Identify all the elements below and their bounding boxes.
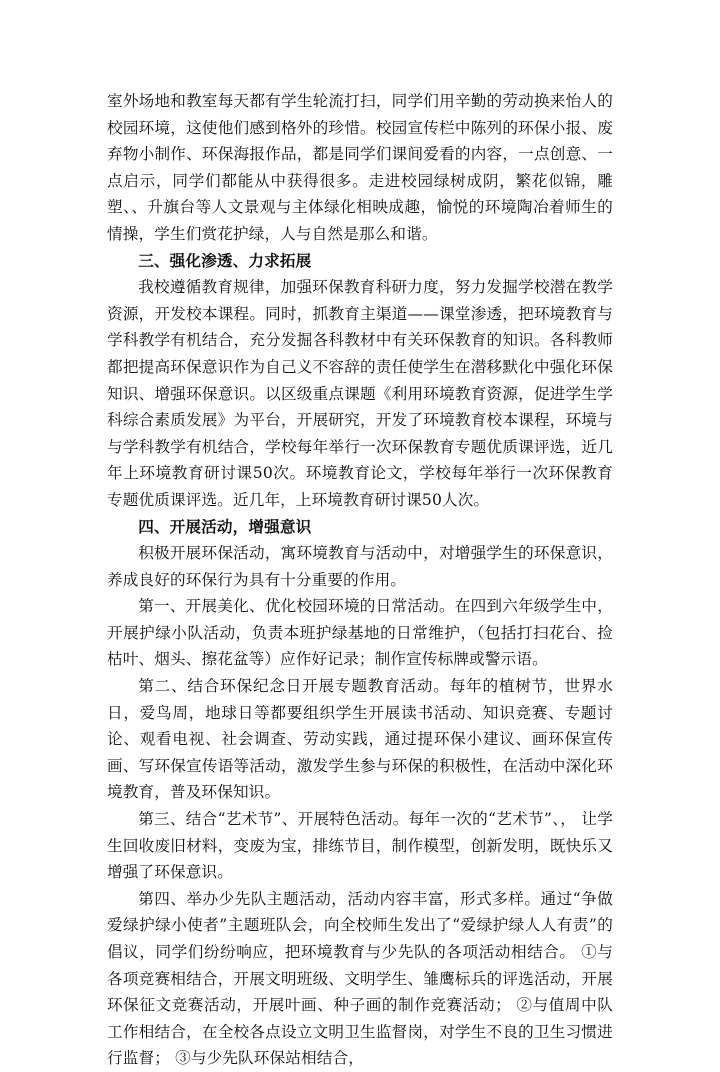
- section-heading: 三、强化渗透、力求拓展: [138, 250, 312, 270]
- body-paragraph: 我校遵循教育规律，加强环保教育科研力度，努力发掘学校潜在教学资源，开发校本课程。同时，抓教育主渠道——课堂渗透，把环境教育与学科教学有机结合，充分发掘各科教材中有关环保教育的知识。各科教师都把提高环保意识作为自己义不容辞的责任使学生在潜移默化中强化环保知识、增强环保意识。以区级重点课题《利用环境教育资源，促进学生学科综合素质发展》为平台，开展研究，开发了环境教育校本课程，环境与与学科教学有机结合，学校每年举行一次环保教育专题优质课评选，近几年上环境教育研讨课50次。环境教育论文，学校每年举行一次环保教育专题优质课评选。近几年，上环境教育研讨课50人次。: [107, 278, 613, 509]
- body-paragraph: 第三、结合“艺术节”、开展特色活动。每年一次的“艺术节”、， 让学生回收废旧材料，变废为宝，排练节目，制作模型，创新发明，既快乐又增强了环保意识。: [107, 810, 613, 882]
- section-heading: 四、开展活动，增强意识: [138, 516, 312, 536]
- document-page: [107, 88, 613, 1072]
- body-paragraph: 第四、举办少先队主题活动，活动内容丰富，形式多样。通过“争做爱绿护绿小使者”主题班队会，向全校师生发出了“爱绿护绿人人有责”的倡议，同学们纷纷响应，把环境教育与少先队的各项活动相结合。 ①与各项竞赛相结合，开展文明班级、文明学生、雏鹰标兵的评选活动，开展环保征文竞赛活动，开展叶画、种子画的制作竞赛活动； ②与值周中队工作相结合，在全校各点设立文明卫生监督岗，对学生不良的卫生习惯进行监督； ③与少先队环保站相结合，: [107, 889, 613, 1068]
- body-paragraph: 第二、结合环保纪念日开展专题教育活动。每年的植树节，世界水日，爱鸟周，地球日等都要组织学生开展读书活动、知识竞赛、专题讨论、观看电视、社会调查、劳动实践，通过提环保小建议、画环保宣传画、写环保宣传语等活动，激发学生参与环保的积极性，在活动中深化环境教育，普及环保知识。: [107, 677, 613, 802]
- body-paragraph: 室外场地和教室每天都有学生轮流打扫，同学们用辛勤的劳动换来怡人的校园环境，这使他们感到格外的珍惜。校园宣传栏中陈列的环保小报、废弃物小制作、环保海报作品，都是同学们课间爱看的内容，一点创意、一点启示，同学们都能从中获得很多。走进校园绿树成阴，繁花似锦，雕塑、、升旗台等人文景观与主体绿化相映成趣，愉悦的环境陶冶着师生的情操，学生们赏花护绿，人与自然是那么和谐。: [107, 92, 613, 243]
- body-paragraph: 第一、开展美化、优化校园环境的日常活动。在四到六年级学生中，开展护绿小队活动，负责本班护绿基地的日常维护，（包括打扫花台、捡枯叶、烟头、擦花盆等）应作好记录；制作宣传标牌或警示语。: [107, 597, 613, 669]
- body-paragraph: 积极开展环保活动，寓环境教育与活动中，对增强学生的环保意识，养成良好的环保行为具有十分重要的作用。: [107, 544, 613, 589]
